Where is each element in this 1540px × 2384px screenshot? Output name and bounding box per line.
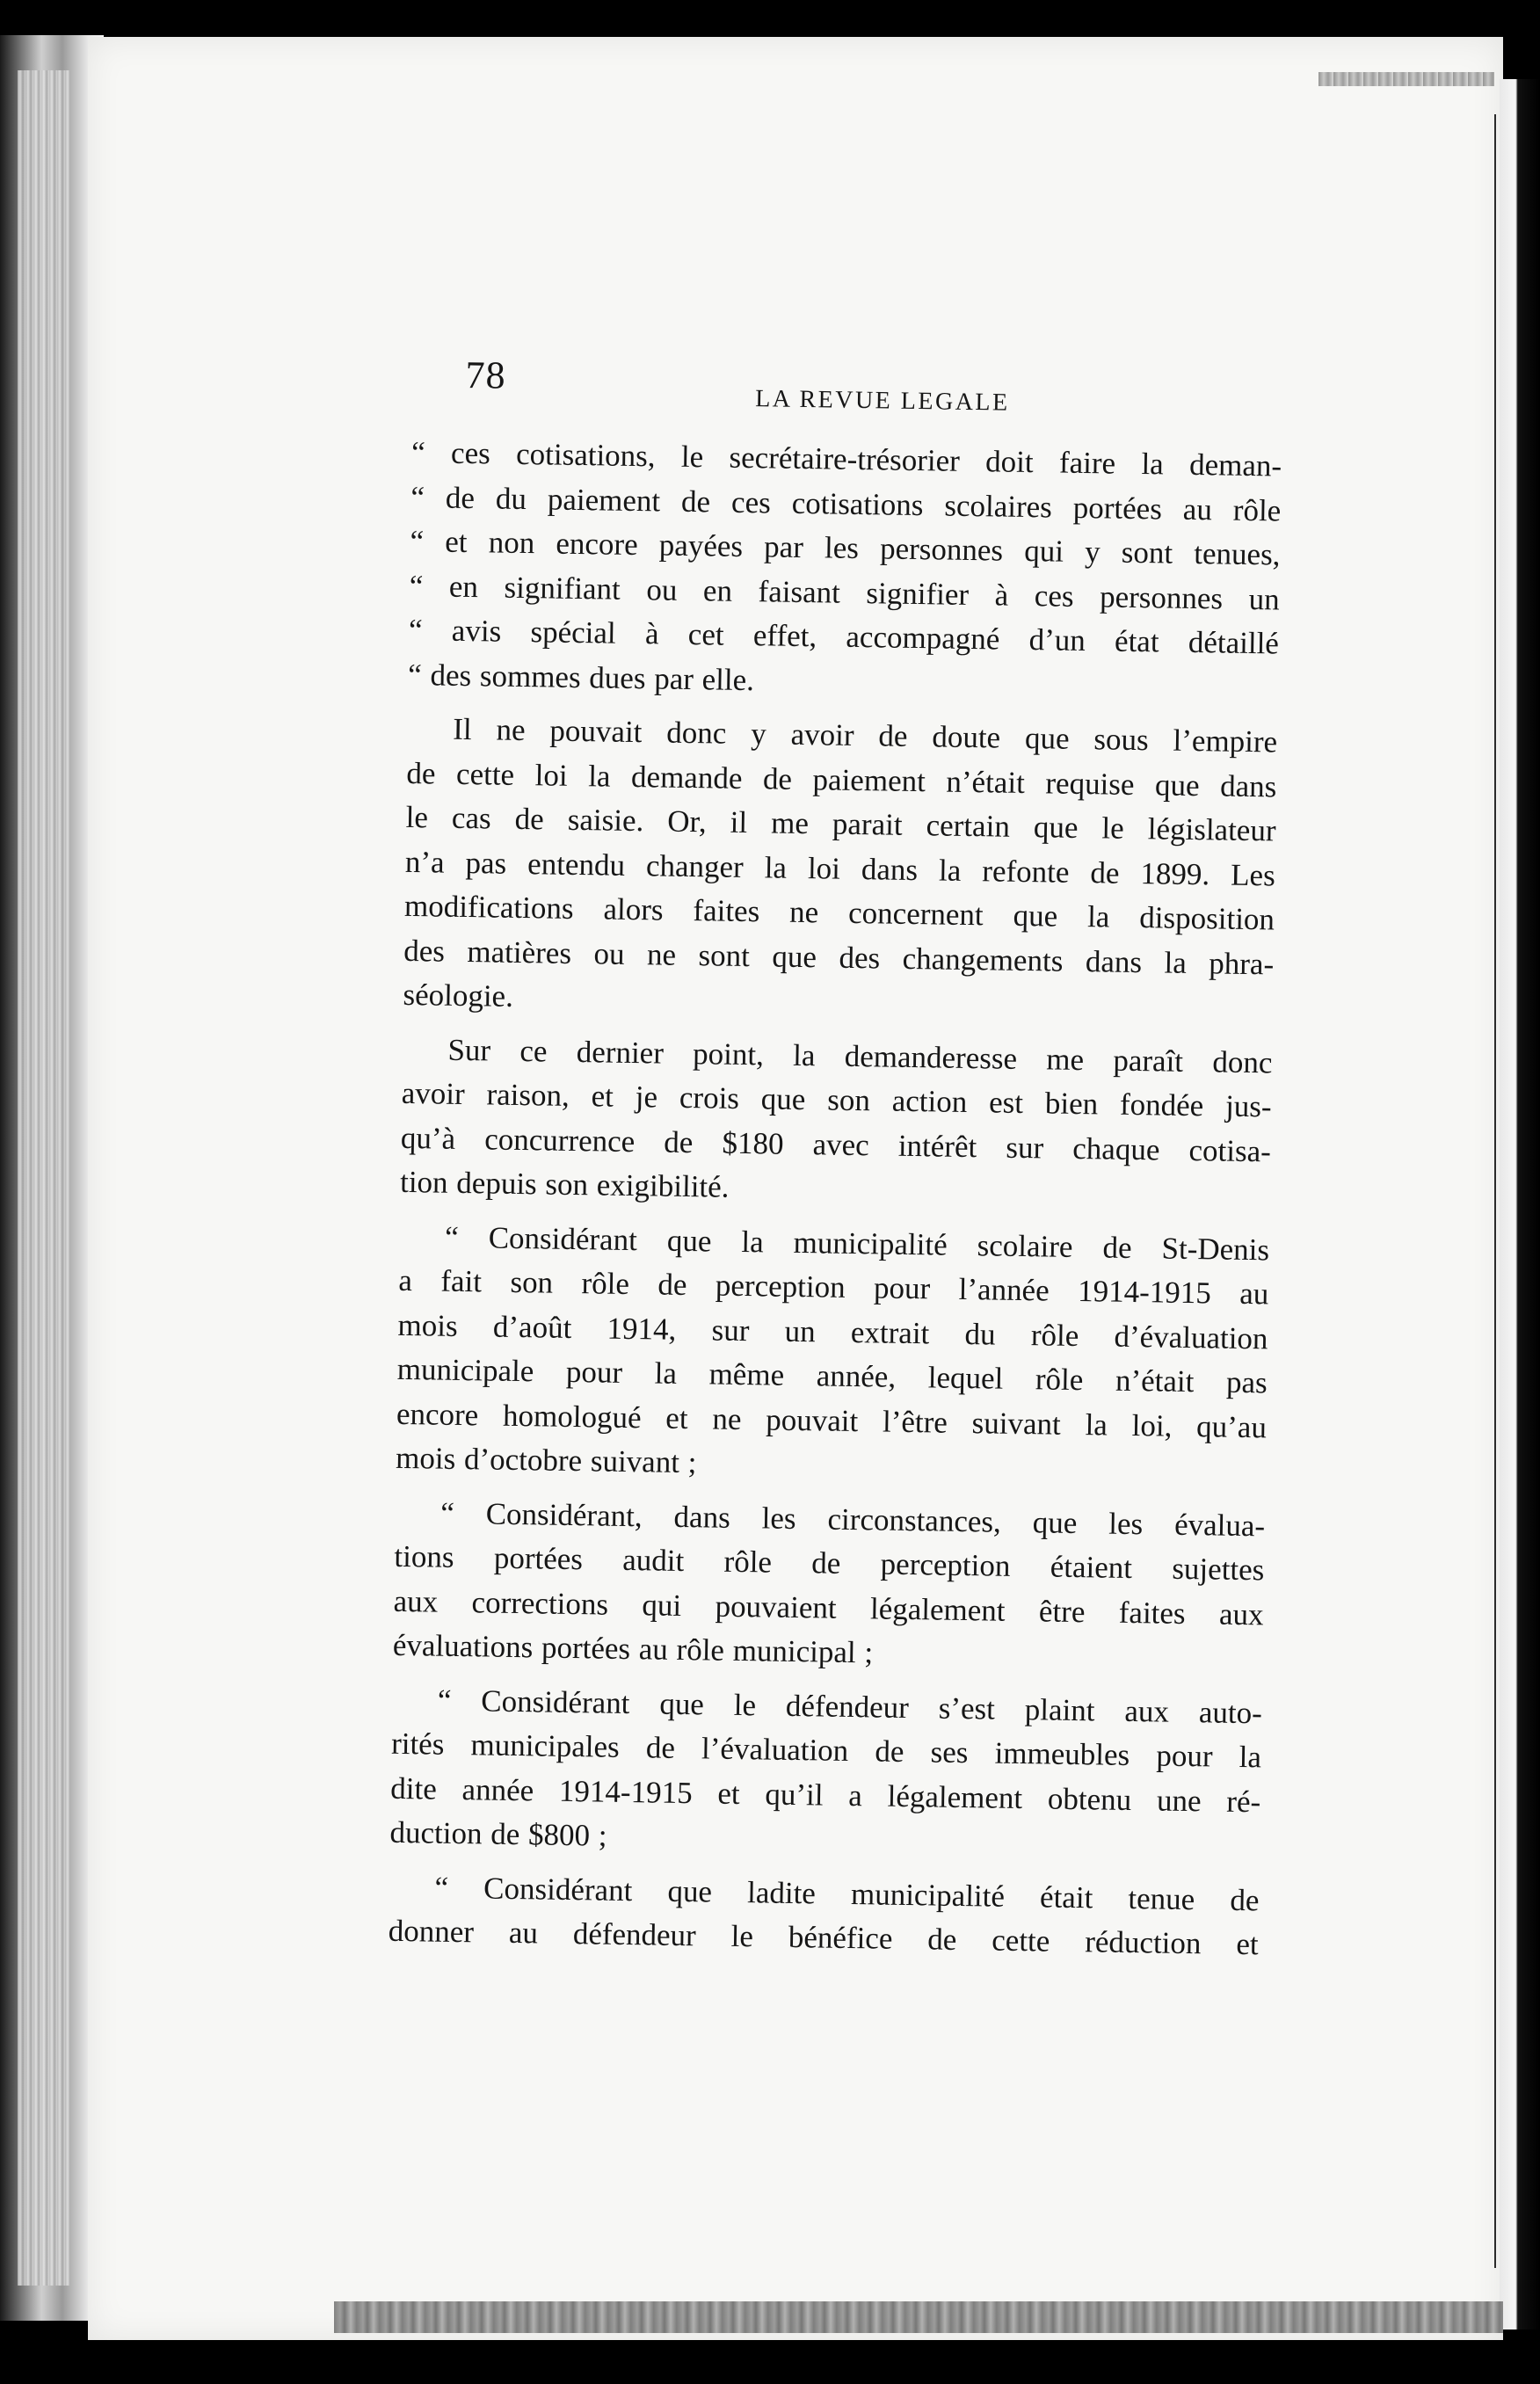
text-line: dite année 1914-1915 et qu’il a légalement obtenu une ré- (390, 1770, 1261, 1819)
page-number: 78 (465, 353, 506, 397)
paragraph-considerant (392, 1490, 1265, 1682)
text-line: “ Considérant que le défendeur s’est plaint aux auto- (437, 1683, 1263, 1730)
text-line: tions portées audit rôle de perception étaient sujettes (394, 1538, 1265, 1588)
page-text (388, 352, 1283, 1967)
text-line: Sur ce dernier point, la demanderesse me paraît donc (447, 1032, 1273, 1079)
text-line: n’a pas entendu changer la loi dans la refonte de 1899. Les (404, 844, 1276, 892)
text-line: a fait son rôle de perception pour l’année 1914-1915 au (398, 1262, 1269, 1312)
text-line: “ ces cotisations, le secrétaire-trésorier doit faire la deman- (410, 434, 1282, 483)
paragraph (403, 707, 1277, 1031)
text-line: des matières ou ne sont que des changements dans la phra- (403, 933, 1275, 981)
text-line: “ et non encore payées par les personnes qui y sont tenues, (410, 523, 1281, 572)
text-line: avoir raison, et je crois que son action est bien fondée jus- (401, 1075, 1272, 1124)
text-line: donner au défendeur le bénéfice de cette réduction et (388, 1913, 1259, 1962)
text-line: “ Considérant que la municipalité scolaire de St-Denis (444, 1219, 1270, 1267)
running-title: LA REVUE LEGALE (754, 385, 1010, 417)
facing-page-edge (1500, 79, 1540, 2329)
paragraph (400, 1027, 1273, 1218)
paragraph-considerant (389, 1677, 1262, 1869)
paragraph-quoted-statute (408, 431, 1282, 711)
text-line: tion depuis son exigibilité. (399, 1164, 730, 1204)
text-line: “ des sommes dues par elle. (407, 657, 755, 697)
text-line: mois d’août 1914, sur un extrait du rôle d’évaluation (397, 1307, 1268, 1356)
text-line: le cas de saisie. Or, il me parait certain que le législateur (405, 799, 1276, 848)
text-line: “ Considérant que ladite municipalité était tenue de (434, 1870, 1260, 1917)
text-line: “ de du paiement de ces cotisations scolaires portées au rôle (410, 479, 1282, 528)
text-line: “ en signifiant ou en faisant signifier à ces personnes un (409, 568, 1281, 617)
text-line: Il ne pouvait donc y avoir de doute que sous l’empire (452, 711, 1278, 760)
paragraph-considerant (388, 1864, 1259, 1967)
text-line: duction de $800 ; (389, 1814, 607, 1853)
text-line: séologie. (403, 977, 514, 1014)
text-line: municipale pour la même année, lequel rôle n’était pas (396, 1351, 1268, 1400)
facing-page-edge-line (1494, 114, 1496, 2268)
text-line: encore homologué et ne pouvait l’être suivant la loi, qu’au (396, 1396, 1268, 1444)
text-line: de cette loi la demande de paiement n’était requise que dans (406, 755, 1277, 803)
text-line: mois d’octobre suivant ; (395, 1440, 697, 1480)
page-top-edge (1318, 72, 1494, 86)
text-line: qu’à concurrence de $180 avec intérêt sur chaque cotisa- (400, 1120, 1272, 1168)
text-line: rités municipales de l’évaluation de ses immeubles pour la (390, 1726, 1262, 1775)
running-head (412, 352, 1283, 445)
text-line: “ avis spécial à cet effet, accompagné d’un état détaillé (408, 612, 1280, 661)
page-bottom-edge (334, 2301, 1503, 2333)
text-line: évaluations portées au rôle municipal ; (392, 1627, 874, 1670)
text-line: aux corrections qui pouvaient légalement être faites aux (393, 1583, 1264, 1632)
text-line: “ Considérant, dans les circonstances, que les évalua- (439, 1495, 1266, 1543)
paragraph-considerant (396, 1214, 1270, 1494)
page-edges (18, 70, 70, 2286)
text-line: modifications alors faites ne concernent que la disposition (403, 888, 1275, 937)
